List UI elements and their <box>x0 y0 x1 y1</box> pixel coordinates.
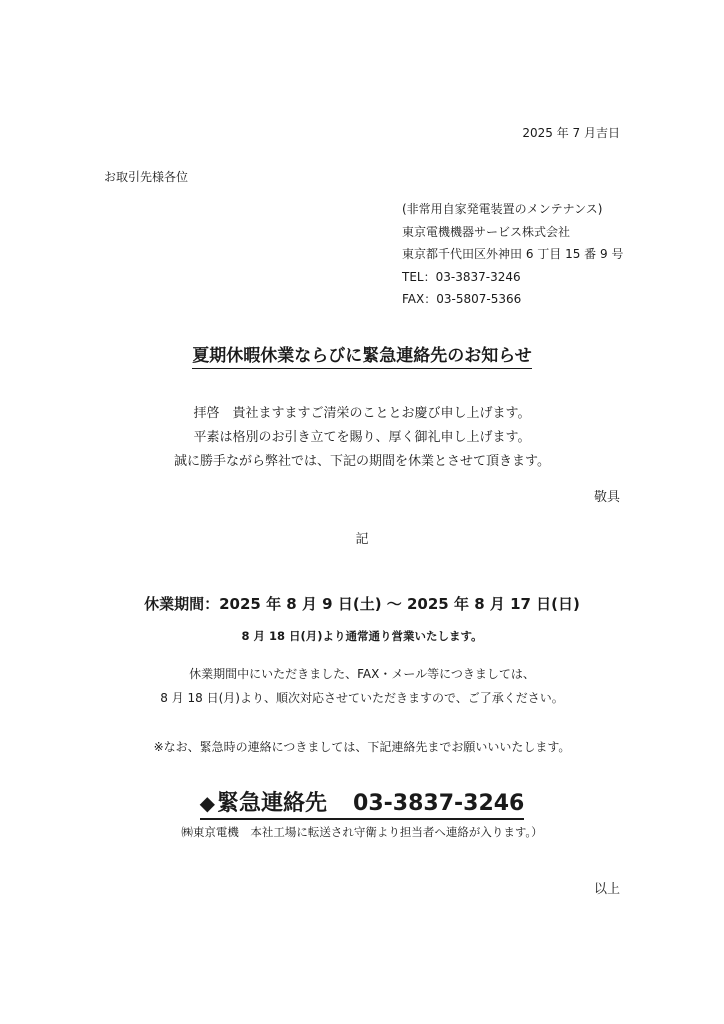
emergency-contact <box>200 786 525 820</box>
emergency-label: 緊急連絡先 <box>217 791 328 816</box>
emergency-phone: 03-3837-3246 <box>353 791 525 816</box>
document-date: 2025 年 7 月吉日 <box>522 126 620 140</box>
sender-tel: TEL：03-3837-3246 <box>402 269 521 284</box>
document-end: 以上 <box>593 882 620 897</box>
ki-heading: 記 <box>355 532 369 547</box>
greeting-line: 平素は格別のお引き立てを賜り、厚く御礼申し上げます。 <box>193 430 531 445</box>
sender-fax: FAX：03-5807-5366 <box>402 292 522 306</box>
sender-department: (非常用自家発電装置のメンテナンス) <box>402 202 603 216</box>
diamond-icon: ◆ <box>199 791 216 815</box>
document-title: 夏期休暇休業ならびに緊急連絡先のお知らせ <box>192 346 532 369</box>
notice-line: 休業期間中にいただきました、FAX・メール等につきましては、 <box>189 667 535 681</box>
greeting-line: 拝啓 貴社ますますご清栄のこととお慶び申し上げます。 <box>193 406 531 421</box>
sender-company: 東京電機機器サービス株式会社 <box>402 224 571 239</box>
document-title-container <box>0 341 724 366</box>
notice-line: 8 月 18 日(月)より、順次対応させていただきますので、ご了承ください。 <box>160 691 564 705</box>
greeting-block <box>0 402 724 474</box>
forwarding-note: ㈱東京電機 本社工場に転送され守衛より担当者へ連絡が入ります。） <box>181 825 543 839</box>
emergency-contact-container <box>0 786 724 820</box>
addressee: お取引先様各位 <box>104 170 189 184</box>
sender-address: 東京都千代田区外神田 6 丁目 15 番 9 号 <box>402 247 624 261</box>
fax-email-notice <box>0 662 724 710</box>
greeting-closing: 敬具 <box>593 490 620 505</box>
sender-block <box>402 198 623 311</box>
greeting-line: 誠に勝手ながら弊社では、下記の期間を休業とさせて頂きます。 <box>174 454 550 469</box>
closure-period: 休業期間：2025 年 8 月 9 日(土) ～ 2025 年 8 月 17 日(日) <box>144 595 580 613</box>
resume-notice: 8 月 18 日(月)より通常通り営業いたします。 <box>241 629 483 643</box>
emergency-note: ※なお、緊急時の連絡につきましては、下記連絡先までお願いいいたします。 <box>153 740 571 754</box>
